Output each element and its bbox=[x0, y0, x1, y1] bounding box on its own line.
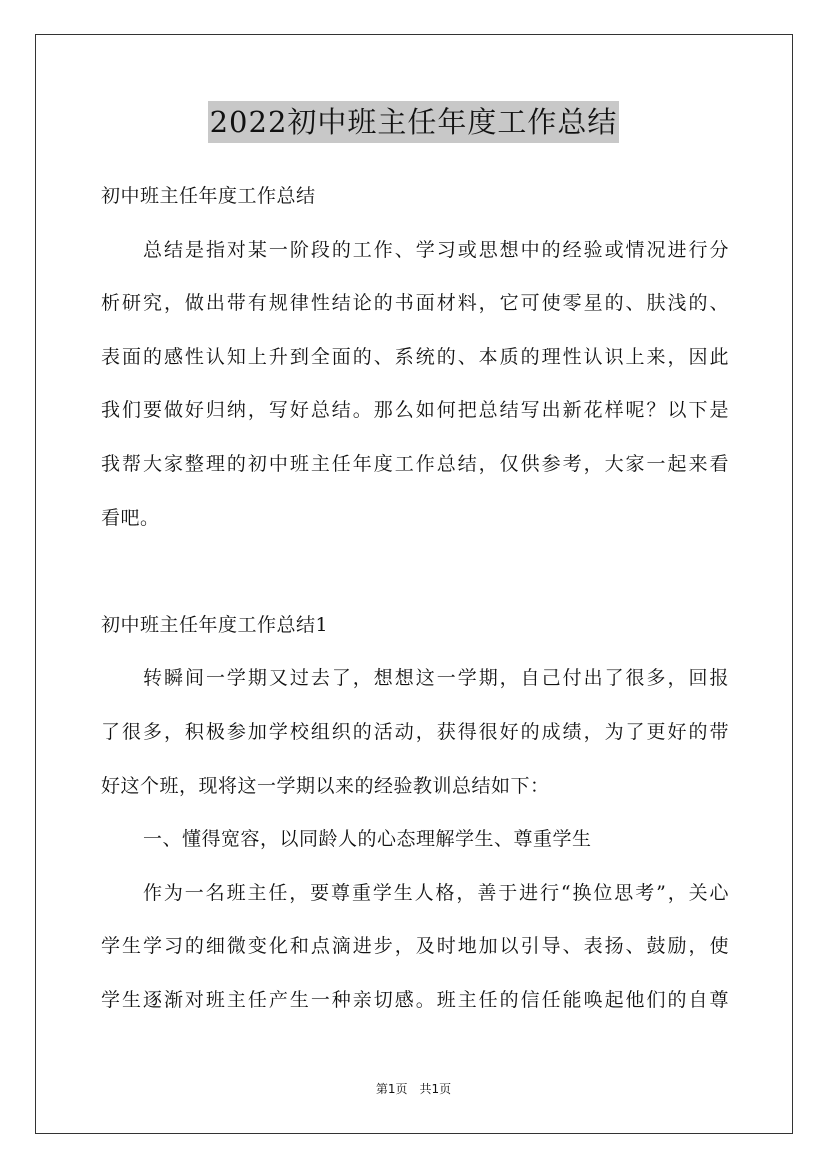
title-container bbox=[0, 101, 827, 143]
section-heading: 初中班主任年度工作总结1 bbox=[101, 613, 329, 636]
subtitle: 初中班主任年度工作总结 bbox=[101, 185, 316, 207]
intro-line: 总结是指对某一阶段的工作、学习或思想中的经验或情况进行分 bbox=[143, 238, 729, 261]
document-body bbox=[101, 170, 729, 1028]
paragraph-line: 转瞬间一学期又过去了，想想这一学期，自己付出了很多，回报 bbox=[143, 667, 729, 690]
paragraph-line: 作为一名班主任，要尊重学生人格，善于进行“换位思考”，关心 bbox=[143, 881, 729, 904]
intro-line: 看吧。 bbox=[101, 506, 160, 529]
page-footer: 第1页 共1页 bbox=[375, 1082, 452, 1096]
paragraph-line: 学生逐渐对班主任产生一种亲切感。班主任的信任能唤起他们的自尊 bbox=[101, 988, 729, 1011]
paragraph-line: 学生学习的细微变化和点滴进步，及时地加以引导、表扬、鼓励，使 bbox=[101, 935, 729, 958]
paragraph-gap bbox=[101, 545, 729, 599]
paragraph-line: 好这个班，现将这一学期以来的经验教训总结如下： bbox=[101, 774, 550, 797]
intro-line: 我帮大家整理的初中班主任年度工作总结，仅供参考，大家一起来看 bbox=[101, 452, 729, 475]
intro-line: 表面的感性认知上升到全面的、系统的、本质的理性认识上来，因此 bbox=[101, 345, 729, 368]
point-heading: 一、懂得宽容，以同龄人的心态理解学生、尊重学生 bbox=[143, 828, 592, 851]
intro-line: 析研究，做出带有规律性结论的书面材料，它可使零星的、肤浅的、 bbox=[101, 292, 729, 315]
intro-line: 我们要做好归纳，写好总结。那么如何把总结写出新花样呢？以下是 bbox=[101, 399, 729, 422]
document-title: 2022初中班主任年度工作总结 bbox=[208, 101, 620, 143]
paragraph-line: 了很多，积极参加学校组织的活动，获得很好的成绩，为了更好的带 bbox=[101, 720, 729, 743]
